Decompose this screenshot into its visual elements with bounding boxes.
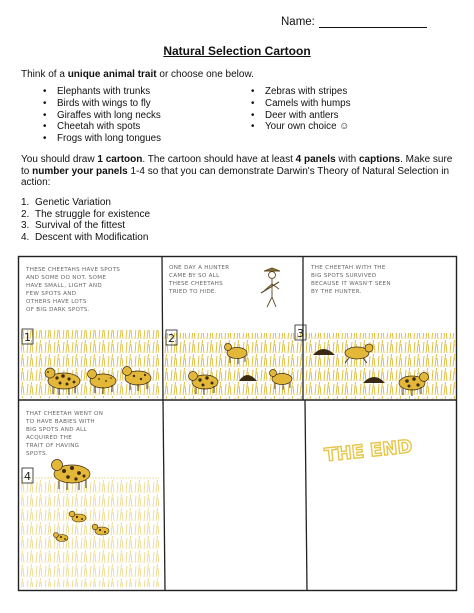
option-item: • Deer with antlers — [244, 110, 350, 122]
caption-line: BIG SPOTS AND ALL — [26, 427, 87, 433]
page-title: Natural Selection Cartoon — [163, 44, 311, 58]
caption-line: CAME BY SO ALL — [169, 273, 220, 279]
caption-line: THESE CHEETAHS — [169, 281, 223, 287]
caption-line: ONE DAY A HUNTER — [169, 265, 230, 271]
instr-bold: 4 panels — [295, 154, 336, 165]
options-list-right — [244, 86, 350, 133]
option-item: • Elephants with trunks — [36, 86, 161, 98]
caption-line: SPOTS. — [26, 451, 48, 457]
option-item: • Frogs with long tongues — [36, 133, 161, 145]
step-label: Survival of the fittest — [35, 220, 126, 232]
step-item — [21, 209, 150, 221]
panel-number: 1 — [24, 331, 31, 344]
caption-line: BY THE HUNTER. — [311, 289, 362, 295]
instr-bold: 1 cartoon — [97, 154, 143, 165]
name-blank-line — [319, 15, 427, 28]
instr-text: You should draw — [21, 154, 98, 165]
instr-text: with — [335, 154, 359, 165]
intro-bold: unique animal trait — [67, 69, 157, 80]
intro-post: or choose one below. — [156, 69, 254, 80]
panel-number: 2 — [168, 332, 175, 345]
step-number: 1. — [21, 197, 30, 208]
instr-bold: captions — [359, 154, 401, 165]
options-list-left — [36, 86, 161, 145]
caption-line: ACQUIRED THE — [26, 435, 73, 441]
step-label: Descent with Modification — [35, 231, 149, 243]
option-item: • Birds with wings to fly — [36, 98, 161, 110]
option-item: • Camels with humps — [244, 98, 350, 110]
intro-text — [21, 69, 254, 80]
instr-bold: number your panels — [32, 165, 128, 177]
step-label: The struggle for existence — [35, 208, 151, 220]
option-item: • Giraffes with long necks — [36, 110, 161, 122]
caption-line: AND SOME DO NOT. SOME — [26, 275, 107, 281]
caption-line: TO HAVE BABIES WITH — [26, 419, 95, 425]
option-item: • Your own choice ☺ — [244, 121, 350, 133]
intro-pre: Think of a — [21, 69, 68, 80]
name-label: Name: — [281, 16, 315, 28]
caption-line: BECAUSE IT WASN'T SEEN — [311, 281, 391, 287]
cartoon-drawing — [17, 255, 458, 592]
caption-line: TRAIT OF HAVING — [26, 443, 80, 449]
instr-text: . Make sure to — [21, 154, 453, 177]
instructions-paragraph — [21, 154, 456, 189]
step-item — [21, 220, 150, 232]
step-number: 3. — [21, 220, 30, 232]
panel-number: 3 — [297, 327, 304, 340]
step-number: 4. — [21, 231, 30, 243]
panel-number: 4 — [24, 470, 31, 483]
caption-line: OTHERS HAVE LOTS — [26, 299, 87, 305]
caption-line: THESE CHEETAHS HAVE SPOTS — [26, 267, 121, 273]
step-item — [21, 197, 150, 209]
caption-line: BIG SPOTS SURVIVED — [311, 273, 377, 279]
caption-line: THAT CHEETAH WENT ON — [26, 411, 104, 417]
step-number: 2. — [21, 208, 30, 220]
instr-text: 1-4 so that you can demonstrate Darwin's Theory of Natural Selection in action: — [21, 165, 450, 189]
caption-line: TRIED TO HIDE. — [169, 289, 217, 295]
caption-line: HAVE SMALL, LIGHT AND — [26, 283, 102, 289]
step-item — [21, 232, 150, 244]
step-label: Genetic Variation — [35, 197, 111, 208]
caption-line: THE CHEETAH WITH THE — [311, 265, 386, 271]
option-item: • Zebras with stripes — [244, 86, 350, 98]
steps-list — [21, 197, 150, 243]
instr-text: . The cartoon should have at least — [142, 154, 296, 165]
caption-line: FEW SPOTS AND — [26, 291, 77, 297]
caption-line: OF BIG DARK SPOTS. — [26, 307, 90, 313]
name-field — [281, 15, 427, 28]
option-item: • Cheetah with spots — [36, 121, 161, 133]
the-end-drawing: THE END — [323, 436, 414, 467]
